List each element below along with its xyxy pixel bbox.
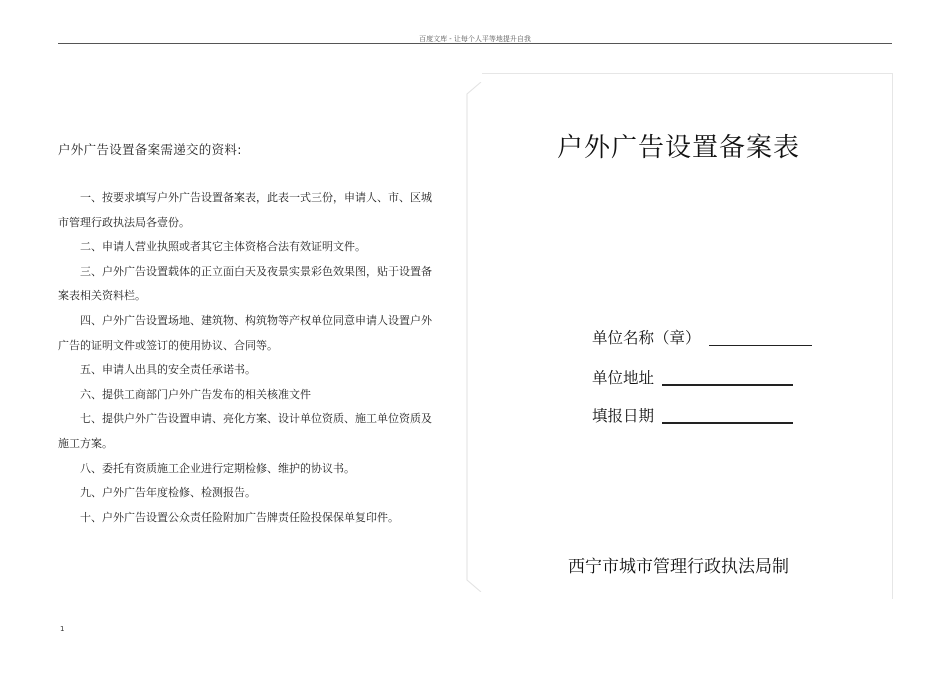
fill-date-field[interactable]: [592, 404, 793, 426]
requirement-item: 八、委托有资质施工企业进行定期检修、维护的协议书。: [80, 461, 355, 475]
issuing-authority: 西宁市城市管理行政执法局制: [568, 557, 789, 577]
requirement-item: 九、户外广告年度检修、检测报告。: [80, 486, 256, 500]
requirement-item: 七、提供户外广告设置申请、亮化方案、设计单位资质、施工单位资质及施工方案。: [58, 412, 432, 450]
fill-date-label: 填报日期: [592, 407, 655, 425]
requirement-item: 五、申请人出具的安全责任承诺书。: [80, 363, 256, 377]
requirement-item: 三、户外广告设置载体的正立面白天及夜景实景彩色效果图，贴于设置备案表相关资料栏。: [58, 264, 432, 303]
unit-name-underline[interactable]: [709, 345, 812, 346]
unit-address-label: 单位地址: [592, 369, 655, 387]
unit-name-field[interactable]: [592, 326, 812, 348]
requirements-section: [58, 140, 438, 530]
fold-bracket-decoration: [466, 82, 482, 592]
requirement-item: 二、申请人营业执照或者其它主体资格合法有效证明文件。: [80, 240, 366, 254]
page-header: 百度文库 - 让每个人平等地提升自我: [419, 35, 531, 43]
header-divider: [58, 43, 892, 44]
page-number: 1: [60, 625, 65, 633]
requirement-item: 六、提供工商部门户外广告发布的相关核准文件: [80, 387, 311, 401]
requirement-item: 一、按要求填写户外广告设置备案表，此表一式三份，申请人、市、区城市管理行政执法局各壹份。: [58, 191, 432, 229]
requirement-item: 四、户外广告设置场地、建筑物、构筑物等产权单位同意申请人设置户外广告的证明文件或签订的使用协议、合同等。: [58, 313, 432, 352]
requirement-item: 十、户外广告设置公众责任险附加广告牌责任险投保保单复印件。: [80, 510, 399, 524]
requirements-title: 户外广告设置备案需递交的资料:: [58, 142, 242, 157]
form-title: 户外广告设置备案表: [556, 133, 800, 163]
fill-date-underline[interactable]: [662, 422, 793, 424]
unit-name-label: 单位名称（章）: [592, 329, 701, 347]
unit-address-underline[interactable]: [662, 384, 793, 386]
unit-address-field[interactable]: [592, 366, 793, 388]
